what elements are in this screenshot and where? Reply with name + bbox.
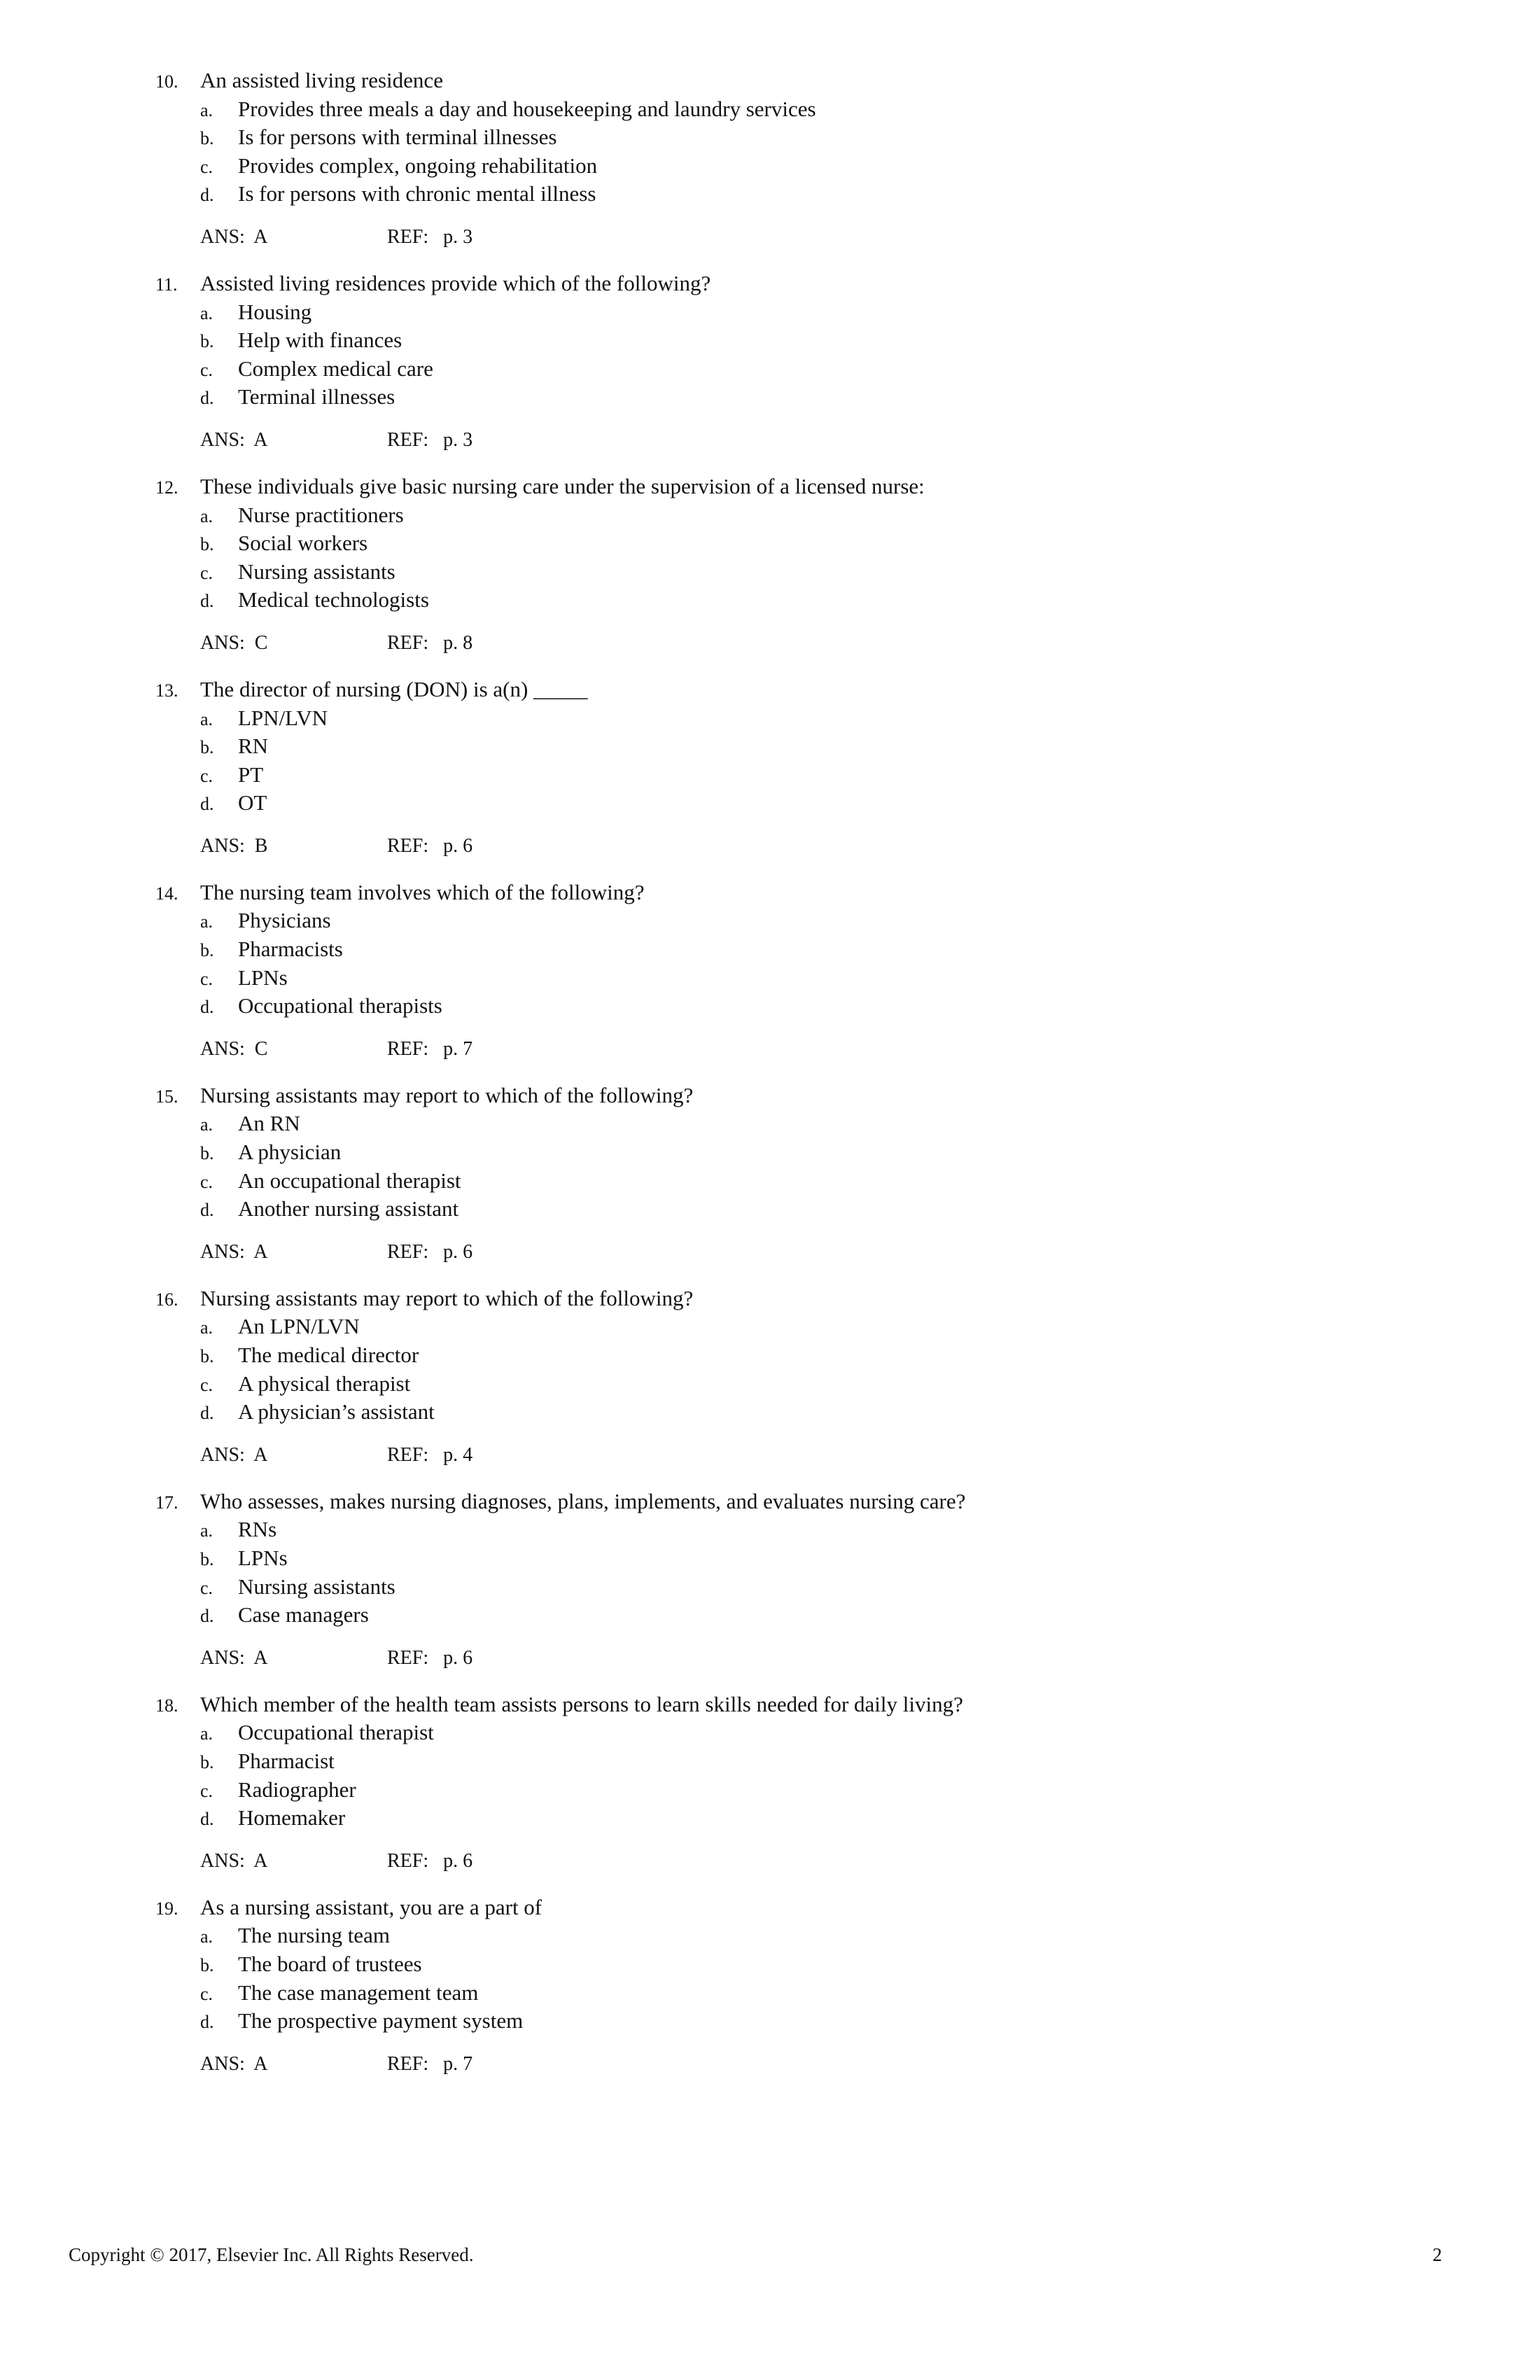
question-text: The director of nursing (DON) is a(n) _____ [200,676,588,701]
answer-value: A [253,1240,268,1263]
reference-label: REF: [387,834,429,857]
answer-option [200,153,1275,181]
question-stem [155,67,1275,96]
reference-value: p. 7 [443,2052,473,2075]
reference-label: REF: [387,2052,429,2075]
question-number: 13. [155,680,178,701]
option-letter: c. [200,1983,214,2004]
answer-option [200,762,1275,790]
option-letter: a. [200,708,214,729]
answer-key [200,2051,387,2078]
reference-label: REF: [387,1646,429,1669]
answer-key-line [200,1645,1275,1672]
option-text: An occupational therapist [238,1168,461,1193]
option-letter: c. [200,1171,214,1192]
option-text: The prospective payment system [238,2008,524,2033]
answer-label: ANS: [200,631,245,654]
answer-option [200,1545,1275,1574]
option-text: A physician’s assistant [238,1399,435,1424]
question-text: Assisted living residences provide which of the following? [200,270,711,295]
option-text: Nursing assistants [238,1574,396,1599]
answer-key-line [200,630,1275,657]
option-text: An LPN/LVN [238,1314,360,1339]
question-item [155,1894,1275,2078]
answer-option [200,1313,1275,1342]
answer-key-line [200,1848,1275,1875]
reference-value: p. 3 [443,428,473,451]
answer-option [200,733,1275,762]
answer-option [200,1574,1275,1602]
answer-value: A [253,428,268,451]
answer-key [200,833,387,860]
question-number: 15. [155,1086,178,1107]
answer-label: ANS: [200,225,245,248]
answer-key [200,1645,387,1672]
answer-key [200,630,387,657]
answer-key [200,1036,387,1063]
option-text: Homemaker [238,1805,346,1830]
answer-option [200,1922,1275,1951]
option-text: OT [238,790,267,816]
option-letter: d. [200,794,214,815]
page-reference [387,2051,472,2078]
reference-value: p. 6 [443,834,473,857]
page-reference [387,1442,472,1469]
reference-label: REF: [387,428,429,451]
answer-option [200,299,1275,328]
answer-label: ANS: [200,1646,245,1669]
option-letter: b. [200,534,214,555]
page-footer [69,2243,1442,2267]
answer-option [200,1980,1275,2008]
answer-key-line [200,1239,1275,1266]
answer-key [200,1239,387,1266]
reference-label: REF: [387,1849,429,1872]
answer-option [200,327,1275,356]
answer-option [200,907,1275,936]
answer-label: ANS: [200,2052,245,2075]
question-text: Who assesses, makes nursing diagnoses, plans, implements, and evaluates nursing care? [200,1488,966,1513]
answer-option [200,993,1275,1021]
answer-option [200,790,1275,818]
answer-key [200,1848,387,1875]
option-text: Medical technologists [238,587,429,612]
option-text: Is for persons with chronic mental illness [238,181,596,206]
answer-value: A [253,1443,268,1466]
question-number: 10. [155,71,178,92]
option-letter: c. [200,359,214,380]
option-text: Pharmacists [238,937,343,962]
answer-value: C [254,631,268,654]
question-item [155,1488,1275,1672]
answer-option [200,1777,1275,1805]
answer-option [200,1168,1275,1196]
option-text: Is for persons with terminal illnesses [238,125,557,150]
option-letter: b. [200,940,214,961]
answer-key-line [200,427,1275,454]
option-text: The medical director [238,1343,419,1367]
question-text: Which member of the health team assists persons to learn skills needed for daily living? [200,1691,963,1716]
answer-option [200,96,1275,125]
answer-option [200,705,1275,734]
answer-value: A [253,2052,268,2075]
answer-value: A [253,1646,268,1669]
option-letter: c. [200,562,214,583]
question-text: Nursing assistants may report to which of the following? [200,1082,694,1107]
option-text: Occupational therapist [238,1720,434,1745]
answer-option [200,1516,1275,1545]
answer-option [200,1748,1275,1777]
answer-option [200,1951,1275,1980]
option-text: LPN/LVN [238,705,328,730]
option-letter: c. [200,968,214,989]
reference-value: p. 8 [443,631,473,654]
answer-option [200,356,1275,384]
option-text: Complex medical care [238,356,433,381]
answer-value: A [253,1849,268,1872]
question-text: As a nursing assistant, you are a part of [200,1894,542,1919]
option-letter: b. [200,1143,214,1164]
option-letter: c. [200,1374,214,1395]
option-text: RNs [238,1517,277,1542]
option-letter: b. [200,1346,214,1366]
answer-value: B [254,834,268,857]
option-text: RN [238,734,269,759]
answer-option [200,1196,1275,1224]
question-item [155,1285,1275,1469]
question-stem [155,879,1275,908]
page-reference [387,224,472,251]
question-item [155,473,1275,657]
option-letter: c. [200,1577,214,1598]
reference-label: REF: [387,631,429,654]
reference-label: REF: [387,1240,429,1263]
reference-value: p. 4 [443,1443,473,1466]
answer-option [200,559,1275,587]
reference-label: REF: [387,1037,429,1060]
question-number: 14. [155,883,178,904]
answer-label: ANS: [200,1443,245,1466]
answer-option [200,1719,1275,1748]
question-stem [155,1488,1275,1517]
reference-value: p. 3 [443,225,473,248]
answer-option [200,1110,1275,1139]
answer-option [200,587,1275,615]
answer-option [200,965,1275,993]
question-stem [155,1082,1275,1111]
page-reference [387,1239,472,1266]
reference-value: p. 6 [443,1646,473,1669]
option-text: Provides complex, ongoing rehabilitation [238,153,598,178]
option-text: Nurse practitioners [238,502,404,527]
page-reference [387,427,472,454]
option-text: Physicians [238,908,331,933]
answer-value: A [253,225,268,248]
question-text: Nursing assistants may report to which of the following? [200,1285,694,1310]
question-list [155,67,1275,2097]
question-item [155,1691,1275,1875]
answer-option [200,181,1275,209]
answer-key [200,224,387,251]
answer-label: ANS: [200,1849,245,1872]
reference-value: p. 6 [443,1240,473,1263]
answer-key [200,427,387,454]
option-letter: a. [200,302,214,323]
option-text: Help with finances [238,328,402,353]
option-text: An RN [238,1111,300,1136]
option-text: Pharmacist [238,1748,335,1773]
option-letter: d. [200,185,214,206]
reference-label: REF: [387,1443,429,1466]
question-number: 16. [155,1289,178,1310]
option-letter: a. [200,505,214,526]
option-text: Occupational therapists [238,993,442,1018]
option-letter: b. [200,737,214,758]
question-number: 12. [155,477,178,498]
option-letter: d. [200,388,214,409]
option-text: LPNs [238,965,288,990]
reference-value: p. 6 [443,1849,473,1872]
question-stem [155,1894,1275,1923]
page-reference [387,1645,472,1672]
option-letter: d. [200,997,214,1018]
answer-label: ANS: [200,1240,245,1263]
answer-option [200,1371,1275,1399]
option-text: Social workers [238,531,368,556]
page-reference [387,1036,472,1063]
answer-option [200,1805,1275,1833]
question-number: 18. [155,1695,178,1716]
option-text: Housing [238,299,312,324]
answer-option [200,1139,1275,1168]
option-text: Provides three meals a day and housekeeping and laundry services [238,96,816,121]
option-letter: d. [200,1403,214,1424]
option-letter: a. [200,1114,214,1135]
option-letter: b. [200,1954,214,1975]
answer-label: ANS: [200,834,245,857]
option-text: The board of trustees [238,1951,422,1976]
option-letter: c. [200,765,214,786]
answer-key-line [200,833,1275,860]
question-item [155,1082,1275,1266]
answer-option [200,936,1275,965]
question-text: These individuals give basic nursing care under the supervision of a licensed nurse: [200,473,925,498]
answer-option [200,502,1275,531]
question-item [155,67,1275,251]
option-letter: a. [200,1520,214,1541]
option-letter: d. [200,1809,214,1830]
question-stem [155,676,1275,705]
page-reference [387,1848,472,1875]
answer-option [200,1399,1275,1427]
answer-key [200,1442,387,1469]
option-text: A physical therapist [238,1371,411,1396]
option-text: Case managers [238,1602,369,1628]
answer-key-line [200,2051,1275,2078]
reference-value: p. 7 [443,1037,473,1060]
option-letter: a. [200,99,214,120]
answer-option [200,1602,1275,1630]
question-number: 11. [155,274,178,295]
question-item [155,676,1275,860]
answer-label: ANS: [200,428,245,451]
question-number: 17. [155,1492,178,1513]
option-letter: b. [200,331,214,352]
option-letter: a. [200,911,214,932]
question-stem [155,270,1275,299]
option-text: Terminal illnesses [238,384,396,410]
question-stem [155,1285,1275,1314]
option-letter: c. [200,1780,214,1801]
answer-key-line [200,224,1275,251]
answer-key-line [200,1036,1275,1063]
option-text: The case management team [238,1980,479,2005]
option-letter: b. [200,1548,214,1569]
answer-option [200,1342,1275,1371]
answer-label: ANS: [200,1037,245,1060]
question-item [155,270,1275,454]
question-stem [155,1691,1275,1720]
option-text: LPNs [238,1545,288,1570]
option-letter: a. [200,1317,214,1338]
answer-option [200,530,1275,559]
answer-option [200,124,1275,153]
question-number: 19. [155,1898,178,1919]
option-letter: a. [200,1926,214,1947]
page-number: 2 [1432,2244,1442,2265]
question-text: An assisted living residence [200,68,443,92]
option-letter: d. [200,2012,214,2033]
option-text: A physician [238,1140,342,1165]
option-letter: b. [200,1751,214,1772]
option-letter: d. [200,1606,214,1627]
answer-option [200,2008,1275,2036]
question-text: The nursing team involves which of the following? [200,879,645,904]
option-text: Nursing assistants [238,559,396,584]
option-letter: b. [200,128,214,149]
answer-option [200,384,1275,412]
answer-key-line [200,1442,1275,1469]
page-reference [387,630,472,657]
option-letter: c. [200,156,214,177]
question-item [155,879,1275,1063]
question-stem [155,473,1275,502]
option-letter: d. [200,591,214,612]
option-letter: a. [200,1723,214,1744]
option-letter: d. [200,1200,214,1221]
option-text: Radiographer [238,1777,356,1802]
page-reference [387,833,472,860]
option-text: The nursing team [238,1923,390,1948]
copyright-notice: Copyright © 2017, Elsevier Inc. All Rights Reserved. [69,2244,474,2265]
reference-label: REF: [387,225,429,248]
answer-value: C [254,1037,268,1060]
option-text: Another nursing assistant [238,1196,459,1222]
option-text: PT [238,762,264,787]
